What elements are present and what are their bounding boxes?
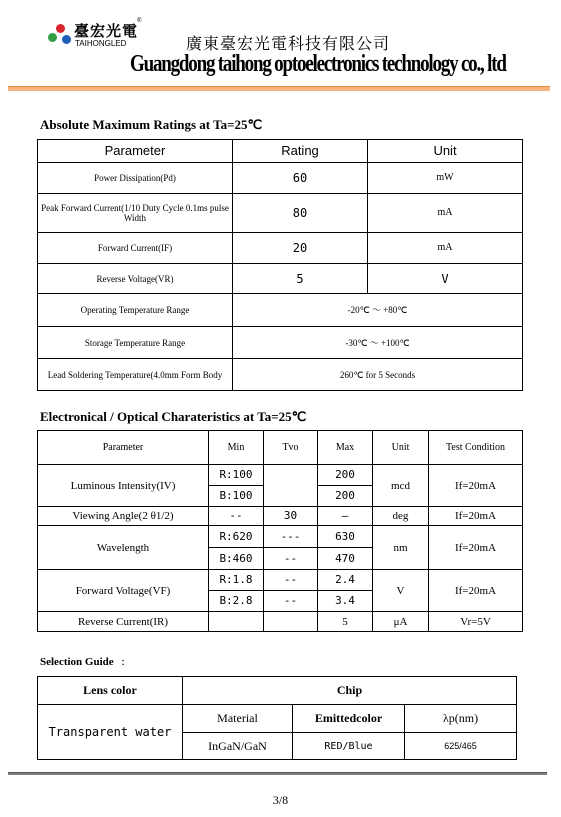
cell-unit: mA xyxy=(368,233,523,264)
header-lambda: λp(nm) xyxy=(405,705,517,733)
cell-rating: 5 xyxy=(233,264,368,294)
cell-parameter: Reverse Current(IR) xyxy=(38,612,209,632)
table-row xyxy=(38,294,523,327)
cell-max: — xyxy=(318,507,373,526)
cell-condition: If=20mA xyxy=(429,526,523,570)
cell-min: R:100 xyxy=(209,465,264,486)
cell-unit: μA xyxy=(373,612,429,632)
table-row xyxy=(38,526,523,548)
logo-english-text: TAIHONGLED xyxy=(75,39,127,48)
company-logo xyxy=(48,18,148,50)
cell-parameter: Power Dissipation(Pd) xyxy=(38,163,233,194)
electro-optical-title: Electronical / Optical Charateristics at Ta=25℃ xyxy=(40,409,307,424)
cell-range: -30℃ ～ +100℃ xyxy=(233,327,523,359)
header-emitted-color: Emittedcolor xyxy=(293,705,405,733)
cell-max: 630 xyxy=(318,526,373,548)
cell-min: B:100 xyxy=(209,486,264,507)
table-row xyxy=(38,359,523,391)
cell-parameter: Luminous Intensity(IV) xyxy=(38,465,209,507)
table-row xyxy=(38,163,523,194)
cell-rating: 60 xyxy=(233,163,368,194)
cell-unit: V xyxy=(373,570,429,612)
header-typ: Tvo xyxy=(264,431,318,465)
cell-typ: 30 xyxy=(264,507,318,526)
selection-guide-title xyxy=(40,656,125,668)
cell-unit: V xyxy=(368,264,523,294)
absolute-max-table xyxy=(37,139,523,391)
cell-parameter: Forward Current(IF) xyxy=(38,233,233,264)
cell-typ xyxy=(264,612,318,632)
cell-parameter: Peak Forward Current(1/10 Duty Cycle 0.1ms pulse Width xyxy=(38,194,233,233)
cell-parameter: Operating Temperature Range xyxy=(38,294,233,327)
cell-max: 2.4 xyxy=(318,570,373,591)
cell-typ: --- xyxy=(264,526,318,548)
cell-max: 3.4 xyxy=(318,591,373,612)
table-header-row xyxy=(38,140,523,163)
cell-min: B:2.8 xyxy=(209,591,264,612)
cell-unit: nm xyxy=(373,526,429,570)
cell-rating: 80 xyxy=(233,194,368,233)
table-row xyxy=(38,612,523,632)
absolute-max-title: Absolute Maximum Ratings at Ta=25℃ xyxy=(40,117,263,132)
header-test-condition: Test Condition xyxy=(429,431,523,465)
cell-parameter: Wavelength xyxy=(38,526,209,570)
header-lens-color: Lens color xyxy=(38,677,183,705)
header-unit: Unit xyxy=(368,140,523,163)
cell-rating: 20 xyxy=(233,233,368,264)
table-row xyxy=(38,233,523,264)
page-number: 3/8 xyxy=(272,793,289,807)
cell-min xyxy=(209,612,264,632)
cell-unit: mW xyxy=(368,163,523,194)
cell-parameter: Reverse Voltage(VR) xyxy=(38,264,233,294)
cell-typ xyxy=(264,465,318,507)
cell-lambda: 625/465 xyxy=(405,733,517,760)
logo-chinese-text: 臺宏光電 xyxy=(74,22,139,40)
header-rating: Rating xyxy=(233,140,368,163)
table-row xyxy=(38,327,523,359)
cell-condition: If=20mA xyxy=(429,465,523,507)
table-row xyxy=(38,507,523,526)
table-row xyxy=(38,264,523,294)
cell-min: R:620 xyxy=(209,526,264,548)
table-header-row xyxy=(38,431,523,465)
cell-emitted-color: RED/Blue xyxy=(293,733,405,760)
cell-parameter: Storage Temperature Range xyxy=(38,327,233,359)
cell-condition: If=20mA xyxy=(429,507,523,526)
cell-range: 260℃ for 5 Seconds xyxy=(233,359,523,391)
cell-condition: Vr=5V xyxy=(429,612,523,632)
header-parameter: Parameter xyxy=(38,431,209,465)
cell-lens-value: Transparent water xyxy=(38,705,183,760)
cell-parameter: Viewing Angle(2 θ1/2) xyxy=(38,507,209,526)
header-parameter: Parameter xyxy=(38,140,233,163)
cell-min: -- xyxy=(209,507,264,526)
cell-unit: deg xyxy=(373,507,429,526)
header-material: Material xyxy=(183,705,293,733)
table-row xyxy=(38,194,523,233)
cell-max: 200 xyxy=(318,486,373,507)
table-row xyxy=(38,465,523,486)
cell-parameter: Lead Soldering Temperature(4.0mm Form Body xyxy=(38,359,233,391)
logo-dots-icon xyxy=(48,24,74,50)
cell-min: B:460 xyxy=(209,548,264,570)
cell-max: 470 xyxy=(318,548,373,570)
cell-range: -20℃ ～ +80℃ xyxy=(233,294,523,327)
header-divider xyxy=(8,86,550,91)
cell-typ: -- xyxy=(264,591,318,612)
company-name-english: Guangdong taihong optoelectronics technology co., ltd xyxy=(130,51,506,78)
cell-max: 200 xyxy=(318,465,373,486)
cell-max: 5 xyxy=(318,612,373,632)
table-header-row xyxy=(38,677,517,705)
cell-material: InGaN/GaN xyxy=(183,733,293,760)
header-unit: Unit xyxy=(373,431,429,465)
cell-min: R:1.8 xyxy=(209,570,264,591)
cell-condition: If=20mA xyxy=(429,570,523,612)
table-row xyxy=(38,705,517,733)
header-chip: Chip xyxy=(183,677,517,705)
cell-unit: mcd xyxy=(373,465,429,507)
cell-parameter: Forward Voltage(VF) xyxy=(38,570,209,612)
cell-typ: -- xyxy=(264,570,318,591)
header-max: Max xyxy=(318,431,373,465)
company-name-chinese: 廣東臺宏光電科技有限公司 xyxy=(186,34,391,53)
cell-unit: mA xyxy=(368,194,523,233)
header-min: Min xyxy=(209,431,264,465)
cell-typ: -- xyxy=(264,548,318,570)
selection-guide-table xyxy=(37,676,517,760)
selection-guide-mark: : xyxy=(121,657,125,667)
registered-mark: ® xyxy=(137,18,142,24)
table-row xyxy=(38,570,523,591)
footer-divider xyxy=(8,772,547,775)
selection-guide-label: Selection Guide xyxy=(40,656,114,668)
electro-optical-table xyxy=(37,430,523,632)
